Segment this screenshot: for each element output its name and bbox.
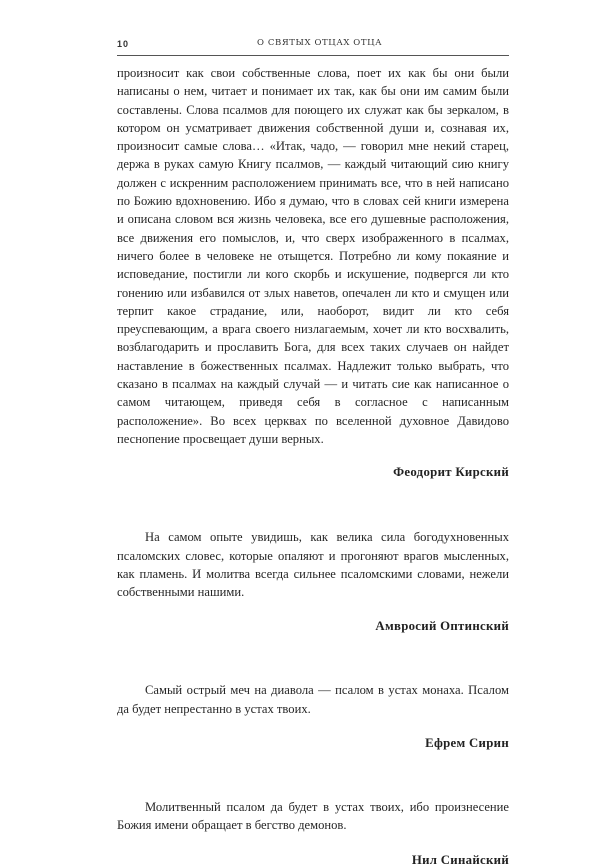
section-spacer [117, 751, 509, 798]
running-title: О СВЯТЫХ ОТЦАХ ОТЦА [257, 38, 383, 48]
page-header [117, 38, 509, 56]
quote-block-3 [117, 681, 509, 751]
quote-text: На самом опыте увидишь, как велика сила богодухновенных псаломских словес, которые опаляют и прогоняют врагов мысленных, как пламень. И молитва всегда сильнее псаломскими словами, нежели собственными нашими. [117, 530, 509, 600]
quote-block-2 [117, 528, 509, 634]
quote-author: Феодорит Кирский [393, 465, 509, 480]
quote-author: Нил Синайский [411, 852, 509, 867]
page-body [117, 64, 509, 868]
page-number: 10 [117, 39, 130, 49]
quote-block-4 [117, 798, 509, 868]
section-spacer [117, 634, 509, 681]
quote-text: произносит как свои собственные слова, поет их как бы они были написаны о нем, читает и понимает их так, как бы они им самим были составлены. Слова псалмов для поющего их служат как бы зеркалом, в котором он усматривает движения собственной души и, сознавая их, произносит самые слова… «Итак, чадо, — говорил мне некий старец, держа в руках самую Книгу псалмов, — каждый читающий сию книгу должен с искренним расположением принимать все, что в ней написано по Божию вдохновению. Ибо я думаю, что в словах сей книги измерена и описана словом вся жизнь человека, все его душевные расположения, все движения его помыслов, и, что сверх изображенного в псалмах, ничего более в человеке не отыщется. Потребно ли кому покаяние и исповедание, постигли ли кого скорбь и искушение, подвергся ли кто гонению или избавился от злых наветов, опечален ли кто и смущен или терпит какое страдание, или, наоборот, видит ли кто себя преуспевающим, а врага своего низлагаемым, хочет ли кто восхвалить, возблагодарить и прославить Бога, для всех таких случаев он найдет наставление в божественных псалмах. Надлежит только выбрать, что сказано в псалмах на каждый случай — и читать сие как написанное о самом читающем, приведя себя в согласное с написанным расположение». Во всех церквах по вселенной духовное Давидово песнопение просвещает души верных. [117, 66, 509, 446]
section-spacer [117, 480, 509, 528]
quote-block-1 [117, 64, 509, 480]
header-divider [117, 55, 509, 56]
quote-author: Ефрем Сирин [425, 736, 509, 751]
quote-text: Молитвенный псалом да будет в устах твоих, ибо произнесение Божия имени обращает в бегство демонов. [117, 800, 509, 833]
quote-author: Амвросий Оптинский [375, 619, 509, 634]
quote-text: Самый острый меч на диавола — псалом в устах монаха. Псалом да будет непрестанно в устах твоих. [117, 683, 509, 716]
